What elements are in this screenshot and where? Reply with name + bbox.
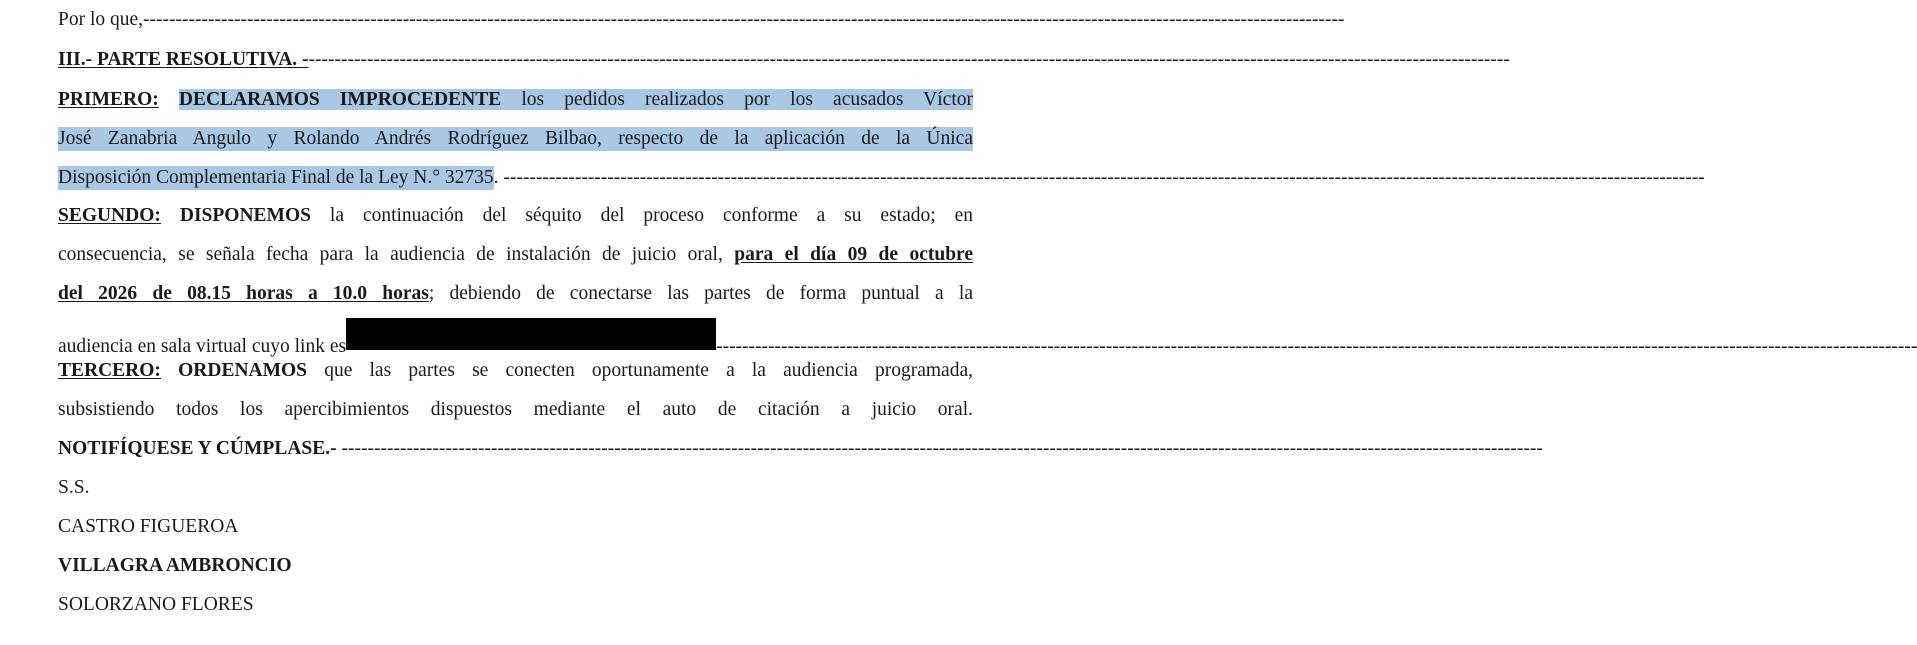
segundo-text-3: ; debiendo de conectarse las partes de forma puntual a la (428, 283, 973, 304)
segundo-line-4 (58, 320, 1917, 359)
intro-text: Por lo que, (58, 9, 144, 30)
primero-line-2: José Zanabria Angulo y Rolando Andrés Rodríguez Bilbao, respecto de la aplicación de la Única (58, 128, 973, 149)
section-title-line (58, 48, 1510, 72)
segundo-text-1: la continuación del séquito del proceso conforme a su estado; en (310, 205, 973, 226)
segundo-keyword: DISPONEMOS (179, 205, 311, 226)
dash-filler: ----------------------------------------------------------------------------------------------------------------------------------------------------------------------------------------- (716, 336, 1917, 357)
dash-filler: ----------------------------------------------------------------------------------------------------------------------------------------------------------------------------------------- (308, 49, 1510, 70)
segundo-line-1 (58, 204, 973, 228)
tercero-text-1: que las partes se conecten oportunamente a la audiencia programada, (307, 360, 973, 381)
dash-filler: ----------------------------------------------------------------------------------------------------------------------------------------------------------------------------------------- (341, 438, 1543, 459)
tercero-line-1 (58, 359, 973, 383)
notify-text: NOTIFÍQUESE Y CÚMPLASE.- (58, 438, 337, 459)
primero-period: . (493, 167, 499, 188)
dash-filler: ----------------------------------------------------------------------------------------------------------------------------------------------------------------------------------------- (143, 9, 1345, 30)
primero-line-1 (58, 88, 973, 112)
notify-line (58, 437, 1543, 461)
hearing-date-2: del 2026 de 08.15 horas a 10.0 horas (58, 283, 429, 304)
ss-line: S.S. (58, 477, 90, 498)
tercero-label: TERCERO: (58, 360, 161, 381)
dash-filler: ----------------------------------------------------------------------------------------------------------------------------------------------------------------------------------------- (503, 167, 1705, 188)
primero-line-3 (58, 166, 1705, 190)
hearing-date-1: para el día 09 de octubre (734, 244, 974, 265)
intro-line (58, 8, 1345, 32)
signature-2: VILLAGRA AMBRONCIO (58, 555, 292, 576)
tercero-keyword: ORDENAMOS (178, 360, 308, 381)
tercero-line-2: subsistiendo todos los apercibimientos dispuestos mediante el auto de citación a juicio oral. (58, 399, 973, 420)
signature-1: CASTRO FIGUEROA (58, 516, 239, 537)
primero-text-1: los pedidos realizados por los acusados Víctor (501, 89, 974, 110)
redacted-link (346, 318, 716, 350)
segundo-line-3 (58, 282, 973, 306)
primero-keyword: DECLARAMOS IMPROCEDENTE (178, 89, 502, 110)
primero-text-3: Disposición Complementaria Final de la Ley N.° 32735 (58, 167, 494, 188)
segundo-text-4: audiencia en sala virtual cuyo link es (58, 336, 347, 357)
segundo-text-2: consecuencia, se señala fecha para la audiencia de instalación de juicio oral, (58, 244, 735, 265)
segundo-line-2 (58, 243, 973, 267)
primero-label: PRIMERO: (58, 89, 159, 110)
segundo-label: SEGUNDO: (58, 205, 161, 226)
section-title: III.- PARTE RESOLUTIVA. - (58, 49, 309, 70)
signature-3: SOLORZANO FLORES (58, 594, 254, 615)
